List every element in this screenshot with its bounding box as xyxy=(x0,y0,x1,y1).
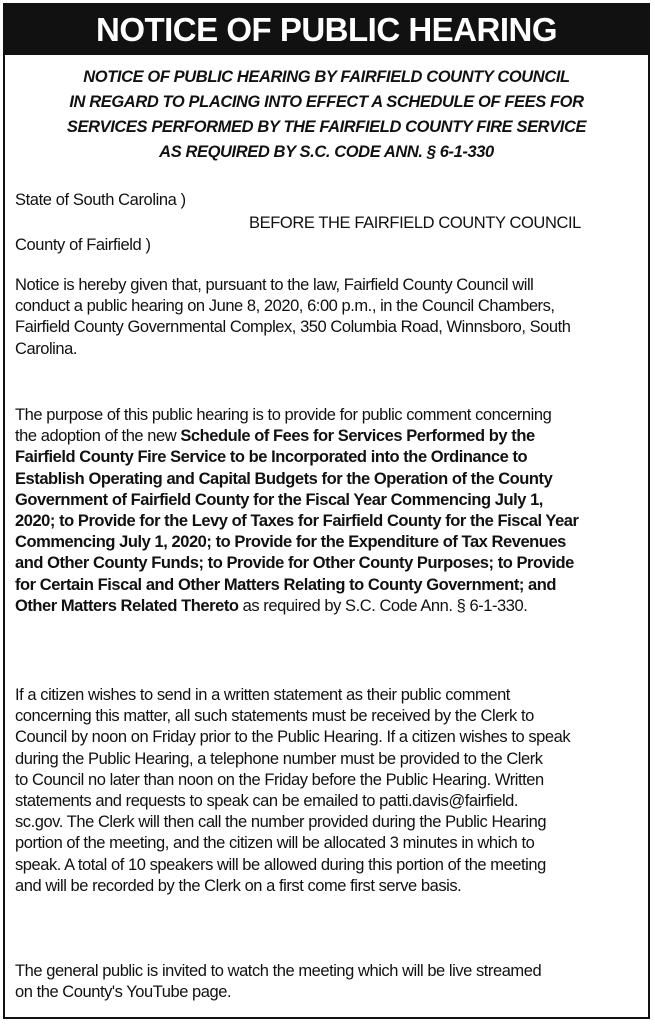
purpose-line xyxy=(15,596,645,617)
comments-line: portion of the meeting, and the citizen will be allocated 3 minutes in which to xyxy=(15,834,535,853)
comments-paragraph xyxy=(15,685,645,897)
subheading-line: NOTICE OF PUBLIC HEARING BY FAIRFIELD COUNTY COUNCIL xyxy=(83,68,570,86)
closing-line: on the County's YouTube page. xyxy=(15,983,232,1002)
purpose-bold-line: 2020; to Provide for the Levy of Taxes for Fairfield County for the Fiscal Year xyxy=(15,512,579,531)
notice-line: Carolina. xyxy=(15,339,77,358)
closing-line: The general public is invited to watch the meeting which will be live streamed xyxy=(15,962,542,980)
subheading-line: SERVICES PERFORMED BY THE FAIRFIELD COUNTY FIRE SERVICE xyxy=(66,118,587,136)
notice-line: Notice is hereby given that, pursuant to the law, Fairfield County Council will xyxy=(15,276,534,294)
purpose-bold-line: Fairfield County Fire Service to be Incorporated into the Ordinance to xyxy=(15,448,528,467)
purpose-bold-line: Commencing July 1, 2020; to Provide for the Expenditure of Tax Revenues xyxy=(15,533,566,552)
caption-county: County of Fairfield ) xyxy=(15,236,151,254)
purpose-bold-text: Schedule of Fees for Services Performed by the xyxy=(180,427,535,446)
purpose-line xyxy=(15,426,645,447)
purpose-bold-line: for Certain Fiscal and Other Matters Relating to County Government; and xyxy=(15,575,557,594)
notice-frame xyxy=(3,3,650,1019)
subheading-line: AS REQUIRED BY S.C. CODE ANN. § 6-1-330 xyxy=(159,143,494,161)
notice-subheading xyxy=(5,65,648,165)
comments-line: If a citizen wishes to send in a written statement as their public comment xyxy=(15,686,510,704)
comments-line: statements and requests to speak can be emailed to patti.davis@fairfield. xyxy=(15,792,519,811)
purpose-line: The purpose of this public hearing is to provide for public comment concerning xyxy=(15,406,552,424)
comments-line: Council by noon on Friday prior to the Public Hearing. If a citizen wishes to speak xyxy=(15,728,571,747)
purpose-paragraph xyxy=(15,405,645,617)
notice-paragraph xyxy=(15,275,645,360)
notice-line: Fairfield County Governmental Complex, 350 Columbia Road, Winnsboro, South xyxy=(15,318,571,337)
subheading-line: IN REGARD TO PLACING INTO EFFECT A SCHEDULE OF FEES FOR xyxy=(69,93,584,111)
purpose-plain-text: as required by S.C. Code Ann. § 6-1-330. xyxy=(238,596,528,615)
purpose-bold-line: Establish Operating and Capital Budgets for the Operation of the County xyxy=(15,469,553,488)
comments-line: to Council no later than noon on the Friday before the Public Hearing. Written xyxy=(15,770,544,789)
purpose-bold-line: and Other County Funds; to Provide for Other County Purposes; to Provide xyxy=(15,554,574,573)
comments-line: during the Public Hearing, a telephone number must be provided to the Clerk xyxy=(15,749,543,768)
comments-line: speak. A total of 10 speakers will be allowed during this portion of the meeting xyxy=(15,855,546,874)
comments-line: and will be recorded by the Clerk on a first come first serve basis. xyxy=(15,876,462,895)
closing-paragraph xyxy=(15,961,645,1003)
purpose-bold-text: Other Matters Related Thereto xyxy=(15,596,239,615)
comments-line: concerning this matter, all such statements must be received by the Clerk to xyxy=(15,707,534,726)
purpose-bold-line: Government of Fairfield County for the Fiscal Year Commencing July 1, xyxy=(15,490,543,509)
caption-state: State of South Carolina ) xyxy=(15,191,186,209)
caption-before-council: BEFORE THE FAIRFIELD COUNTY COUNCIL xyxy=(249,214,581,232)
notice-line: conduct a public hearing on June 8, 2020, 6:00 p.m., in the Council Chambers, xyxy=(15,297,555,316)
notice-banner-title: NOTICE OF PUBLIC HEARING xyxy=(5,5,648,55)
comments-line: sc.gov. The Clerk will then call the number provided during the Public Hearing xyxy=(15,813,547,832)
purpose-plain-text: the adoption of the new xyxy=(15,427,181,446)
